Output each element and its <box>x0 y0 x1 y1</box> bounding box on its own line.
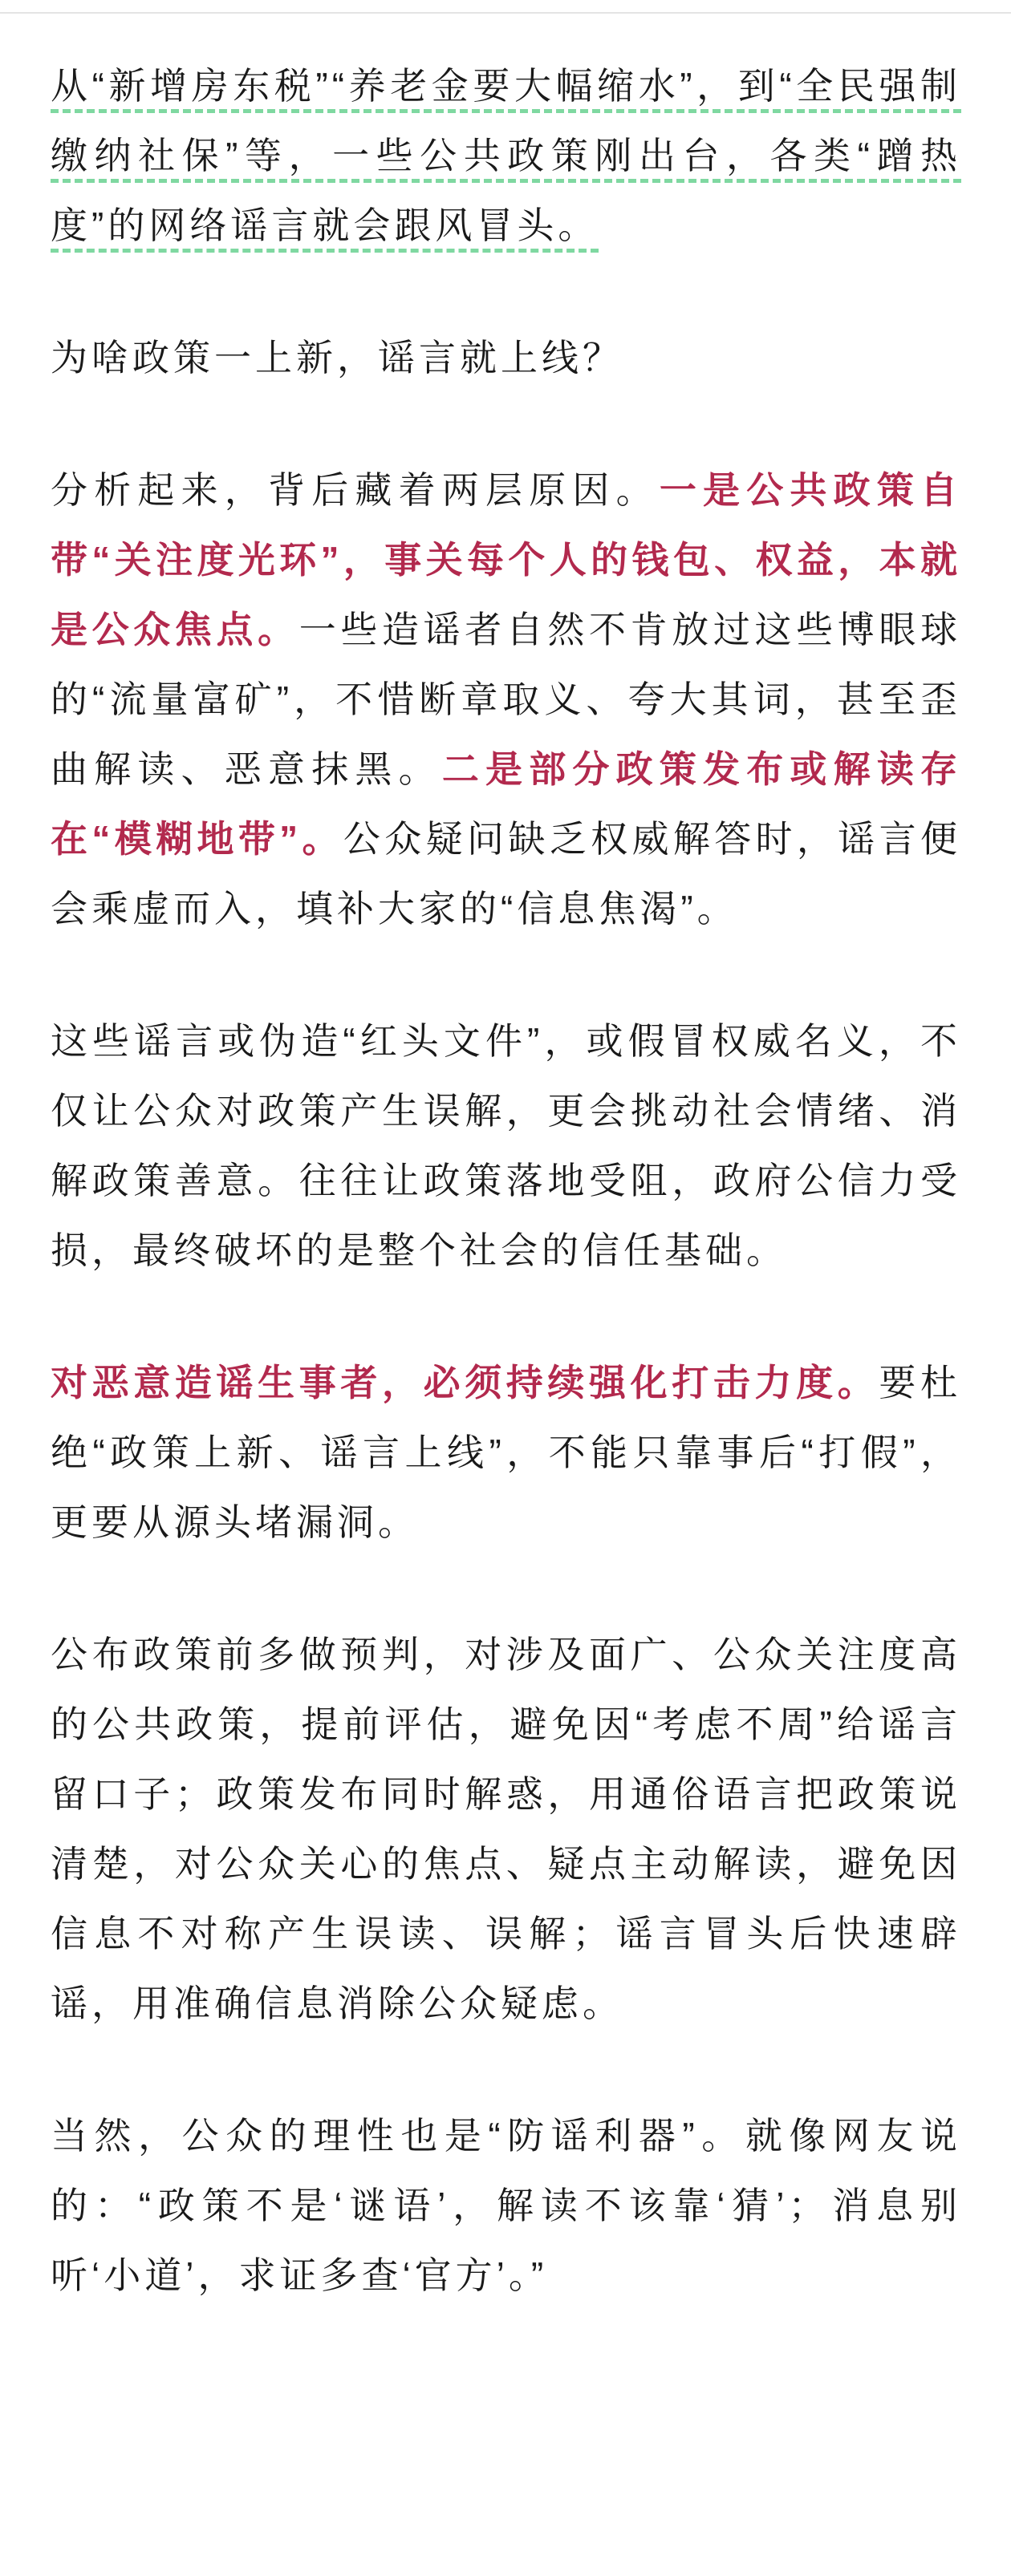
highlighted-text: 一是公共政策自带“关注度光环”，事关每个人的钱包、权益，本就是公众焦点。 <box>51 469 962 650</box>
highlighted-text: 对恶意造谣生事者，必须持续强化打击力度。 <box>51 1362 879 1403</box>
paragraph <box>51 1348 961 1557</box>
lead-paragraph <box>51 51 961 261</box>
paragraph <box>51 323 961 393</box>
highlighted-text: 二是部分政策发布或解读存在“模糊地带”。 <box>51 748 962 860</box>
paragraph <box>51 1007 961 1286</box>
paragraph <box>51 1620 961 2039</box>
paragraph <box>51 2101 961 2311</box>
body-text: 从“新增房东税”“养老金要大幅缩水”，到“全民强制缴纳社保”等，一些公共政策刚出台，各类“蹭热度”的网络谣言就会跟风冒头。 <box>51 65 961 246</box>
body-text: 一些造谣者自然不肯放过这些博眼球的“流量富矿”，不惜断章取义、夸大其词，甚至歪曲解读、恶意抹黑。 <box>51 609 962 790</box>
body-text: 公众疑问缺乏权威解答时，谣言便会乘虚而入，填补大家的“信息焦渴”。 <box>51 818 962 930</box>
body-text: 这些谣言或伪造“红头文件”，或假冒权威名义，不仅让公众对政策产生误解，更会挑动社会情绪、消解政策善意。往往让政策落地受阻，政府公信力受损，最终破坏的是整个社会的信任基础。 <box>51 1020 961 1271</box>
body-text: 分析起来，背后藏着两层原因。 <box>51 469 660 511</box>
paragraph <box>51 456 961 944</box>
body-text: 要杜绝“政策上新、谣言上线”，不能只靠事后“打假”，更要从源头堵漏洞。 <box>51 1362 962 1543</box>
body-text: 为啥政策一上新，谣言就上线？ <box>51 337 623 379</box>
body-text: 当然，公众的理性也是“防谣利器”。就像网友说的：“政策不是‘谜语’，解读不该靠‘猜’；消息别听‘小道’，求证多查‘官方’。” <box>51 2115 961 2296</box>
top-divider <box>0 12 1011 14</box>
body-text: 公布政策前多做预判，对涉及面广、公众关注度高的公共政策，提前评估，避免因“考虑不周”给谣言留口子；政策发布同时解惑，用通俗语言把政策说清楚，对公众关心的焦点、疑点主动解读，避免因信息不对称产生误读、误解；谣言冒头后快速辟谣，用准确信息消除公众疑虑。 <box>51 1634 961 2024</box>
